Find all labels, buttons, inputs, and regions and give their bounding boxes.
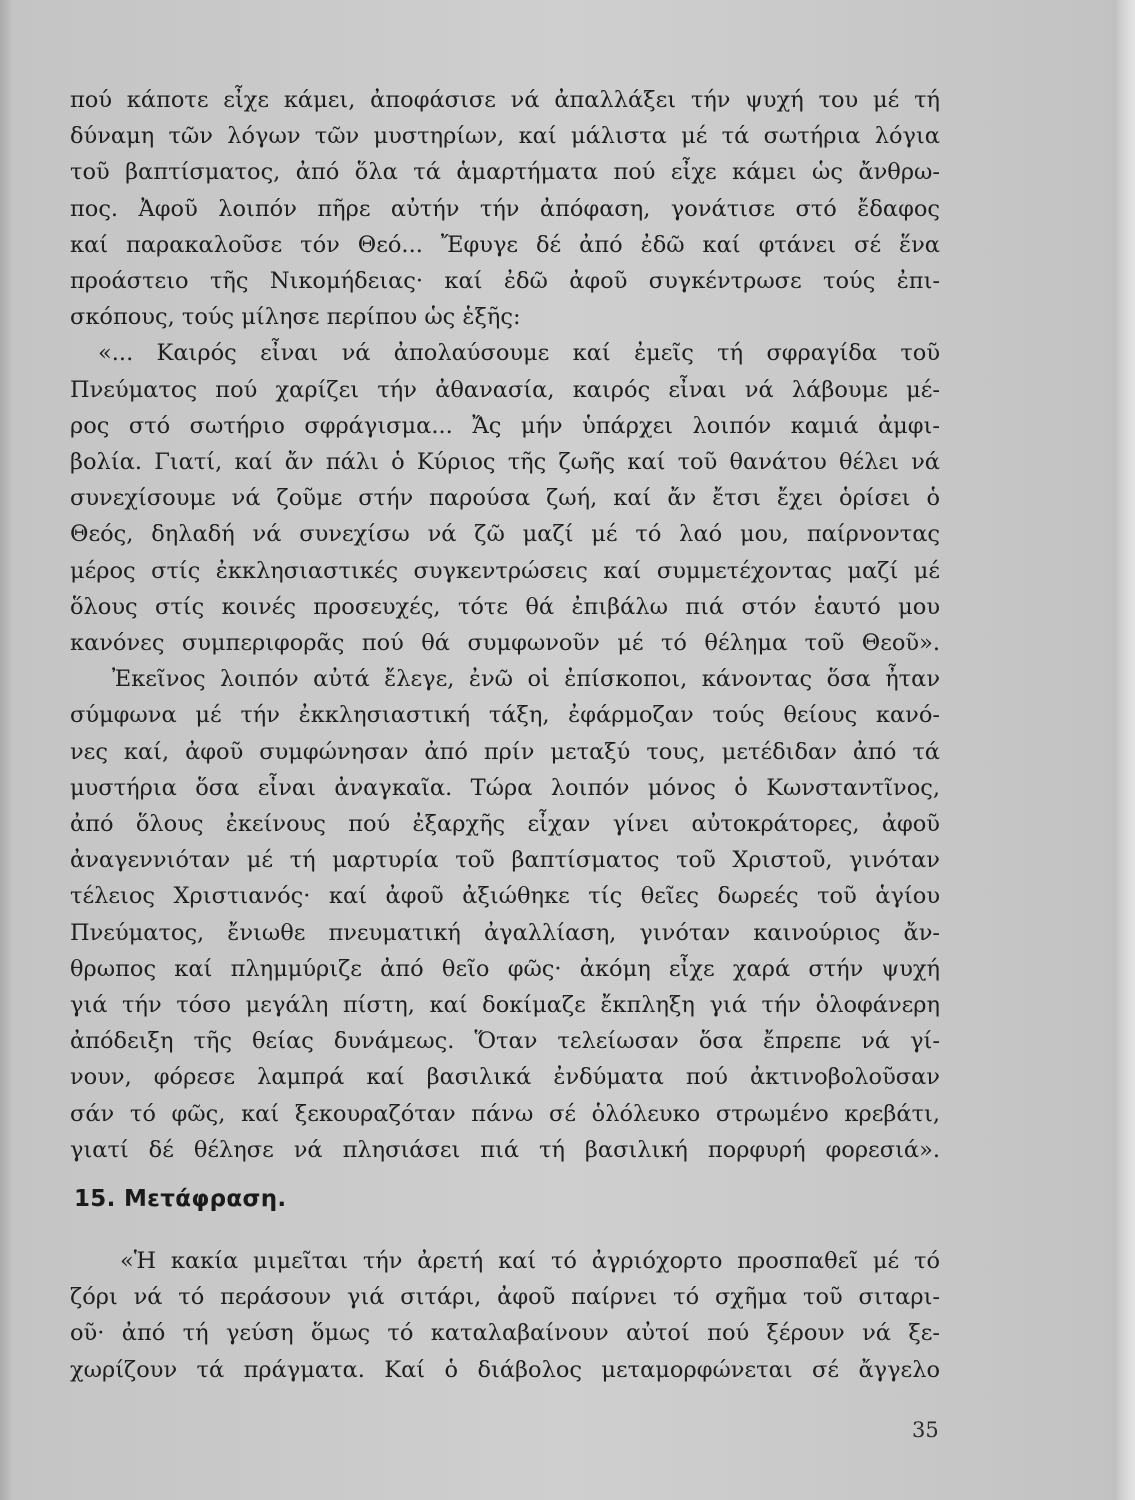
- text-line: νες καί, ἀφοῦ συμφώνησαν ἀπό πρίν μεταξύ τους, μετέδιδαν ἀπό τά: [70, 738, 940, 765]
- text-line: μυστήρια ὅσα εἶναι ἀναγκαῖα. Τώρα λοιπόν μόνος ὁ Κωνσταντῖνος,: [70, 774, 940, 801]
- text-line: Πνεύματος πού χαρίζει τήν ἀθανασία, καιρός εἶναι νά λάβουμε μέ-: [70, 376, 940, 403]
- text-line: Ἐκεῖνος λοιπόν αὐτά ἔλεγε, ἐνῶ οἱ ἐπίσκοποι, κάνοντας ὅσα ἦταν: [112, 666, 940, 693]
- text-line: νουν, φόρεσε λαμπρά καί βασιλικά ἐνδύματα πού ἀκτινοβολοῦσαν: [70, 1064, 940, 1091]
- text-line: σάν τό φῶς, καί ξεκουραζόταν πάνω σέ ὁλόλευκο στρωμένο κρεβάτι,: [70, 1100, 940, 1127]
- section-heading: 15. Μετάφραση.: [74, 1186, 287, 1212]
- text-line: κανόνες συμπεριφορᾶς πού θά συμφωνοῦν μέ τό θέλημα τοῦ Θεοῦ».: [70, 630, 940, 657]
- paragraph-1: [70, 82, 940, 335]
- text-line: ἀπό ὅλους ἐκείνους πού ἐξαρχῆς εἶχαν γίνει αὐτοκράτορες, ἀφοῦ: [70, 811, 940, 838]
- page-left-edge: [0, 0, 14, 1500]
- text-line: γιατί δέ θέλησε νά πλησιάσει πιά τή βασιλική πορφυρή φορεσιά».: [70, 1136, 940, 1163]
- text-line: «... Καιρός εἶναι νά ἀπολαύσουμε καί ἐμεῖς τή σφραγίδα τοῦ: [98, 340, 940, 367]
- text-line: σκόπους, τούς μίλησε περίπου ὡς ἑξῆς:: [70, 304, 521, 331]
- text-line: τοῦ βαπτίσματος, ἀπό ὅλα τά ἁμαρτήματα πού εἶχε κάμει ὡς ἄνθρω-: [70, 159, 940, 186]
- text-line: βολία. Γιατί, καί ἄν πάλι ὁ Κύριος τῆς ζωῆς καί τοῦ θανάτου θέλει νά: [70, 449, 940, 476]
- text-line: συνεχίσουμε νά ζοῦμε στήν παρούσα ζωή, καί ἄν ἔτσι ἔχει ὁρίσει ὁ: [70, 485, 940, 512]
- page-right-edge: [1113, 0, 1135, 1500]
- text-line: πού κάποτε εἶχε κάμει, ἀποφάσισε νά ἀπαλλάξει τήν ψυχή του μέ τή: [70, 87, 940, 113]
- text-line: προάστειο τῆς Νικομήδειας· καί ἐδῶ ἀφοῦ συγκέντρωσε τούς ἐπι-: [70, 268, 940, 295]
- text-line: οῦ· ἀπό τή γεύση ὅμως τό καταλαβαίνουν αὐτοί πού ξέρουν νά ξε-: [70, 1320, 940, 1347]
- text-line: «Ἡ κακία μιμεῖται τήν ἀρετή καί τό ἀγριόχορτο προσπαθεῖ μέ τό: [120, 1248, 940, 1274]
- body-text-lower: [70, 1243, 940, 1388]
- text-line: σύμφωνα μέ τήν ἐκκλησιαστική τάξη, ἐφάρμοζαν τούς θείους κανό-: [70, 702, 940, 729]
- paragraph-3: [70, 661, 940, 1168]
- text-line: μέρος στίς ἐκκλησιαστικές συγκεντρώσεις καί συμμετέχοντας μαζί μέ: [70, 557, 940, 584]
- text-line: ρος στό σωτήριο σφράγισμα... Ἄς μήν ὑπάρχει λοιπόν καμιά ἀμφι-: [70, 412, 940, 439]
- text-line: καί παρακαλοῦσε τόν Θεό... Ἔφυγε δέ ἀπό ἐδῶ καί φτάνει σέ ἕνα: [70, 231, 940, 258]
- paragraph-4: [70, 1243, 940, 1388]
- text-line: Πνεύματος, ἔνιωθε πνευματική ἀγαλλίαση, γινόταν καινούριος ἄν-: [70, 919, 940, 946]
- text-line: ζόρι νά τό περάσουν γιά σιτάρι, ἀφοῦ παίρνει τό σχῆμα τοῦ σιταρι-: [70, 1284, 940, 1311]
- text-line: πος. Ἀφοῦ λοιπόν πῆρε αὐτήν τήν ἀπόφαση, γονάτισε στό ἔδαφος: [70, 195, 940, 222]
- text-line: τέλειος Χριστιανός· καί ἀφοῦ ἀξιώθηκε τίς θεῖες δωρεές τοῦ ἁγίου: [70, 883, 940, 910]
- text-line: Θεός, δηλαδή νά συνεχίσω νά ζῶ μαζί μέ τό λαό μου, παίρνοντας: [70, 521, 940, 548]
- text-line: ἀπόδειξη τῆς θείας δυνάμεως. Ὅταν τελείωσαν ὅσα ἔπρεπε νά γί-: [70, 1028, 940, 1055]
- body-text-upper: [70, 82, 940, 1168]
- text-line: γιά τήν τόσο μεγάλη πίστη, καί δοκίμαζε ἔκπληξη γιά τήν ὁλοφάνερη: [70, 992, 940, 1019]
- text-line: χωρίζουν τά πράγματα. Καί ὁ διάβολος μεταμορφώνεται σέ ἄγγελο: [70, 1356, 940, 1383]
- text-line: ἀναγεννιόταν μέ τή μαρτυρία τοῦ βαπτίσματος τοῦ Χριστοῦ, γινόταν: [70, 847, 940, 874]
- paragraph-2-quote: [70, 335, 940, 661]
- text-line: δύναμη τῶν λόγων τῶν μυστηρίων, καί μάλιστα μέ τά σωτήρια λόγια: [70, 123, 940, 150]
- text-line: θρωπος καί πλημμύριζε ἀπό θεῖο φῶς· ἀκόμη εἶχε χαρά στήν ψυχή: [70, 955, 940, 982]
- page-number: 35: [912, 1418, 939, 1442]
- text-line: ὅλους στίς κοινές προσευχές, τότε θά ἐπιβάλω πιά στόν ἑαυτό μου: [70, 593, 940, 620]
